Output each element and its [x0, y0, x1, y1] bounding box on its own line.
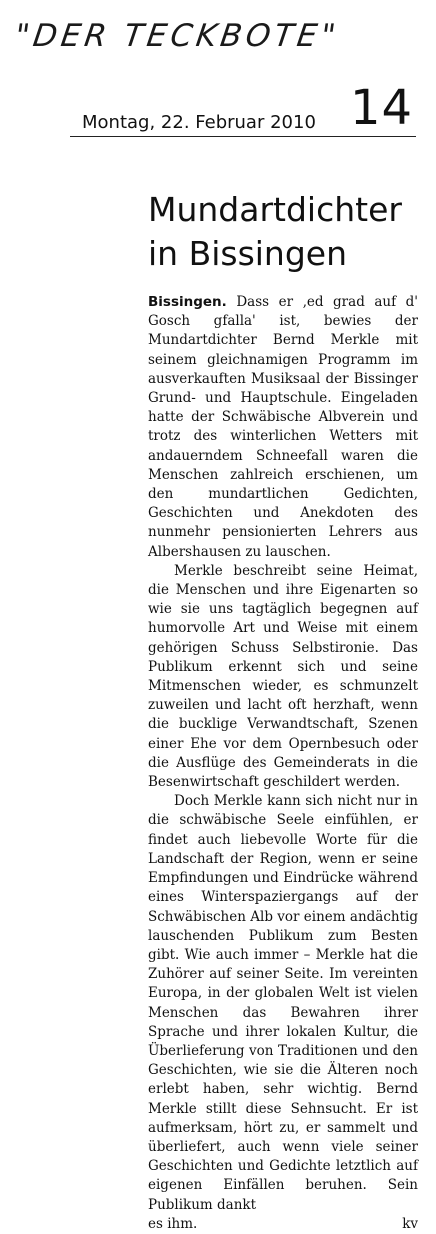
article-body	[148, 293, 418, 1234]
headline-line-1: Mundartdichter	[148, 190, 402, 229]
masthead: "DER TECKBOTE"	[12, 18, 342, 54]
dateline: Bissingen.	[148, 294, 227, 310]
paragraph-1-text: Dass er ‚ed grad auf d' Gosch gfalla' ist, bewies der Mundartdichter Bernd Merkle mit seinem gleichnamigen Programm im ausverkauften Musiksaal der Bissinger Grund- und Hauptschule. Eingeladen hatte der Schwäbische Albverein und trotz des winterlichen Wetters mit andauerndem Schneefall waren die Menschen zahlreich erschienen, um den mundartlichen Gedichten, Geschichten und Anekdoten des nunmehr pensionierten Lehrers aus Albershausen zu lauschen.	[148, 294, 418, 560]
paragraph-2: Merkle beschreibt seine Heimat, die Menschen und ihre Eigenarten so wie sie uns tagtäglich begegnen auf humorvolle Art und Weise mit einem gehörigen Schuss Selbstironie. Das Publikum erkennt sich und seine Mitmenschen wieder, es schmunzelt zuweilen und lacht oft herzhaft, wenn die bucklige Verwandtschaft, Szenen einer Ehe vor dem Opernbesuch oder die Ausflüge des Gemeinderats in die Besenwirtschaft geschildert werden.	[148, 562, 418, 791]
header-rule	[70, 136, 416, 137]
headline	[148, 188, 428, 276]
author-initials: kv	[402, 1215, 418, 1232]
closing-text: es ihm.	[148, 1215, 198, 1232]
publication-date: Montag, 22. Februar 2010	[82, 112, 316, 133]
headline-line-2: in Bissingen	[148, 234, 348, 273]
paragraph-3: Doch Merkle kann sich nicht nur in die schwäbische Seele einfühlen, er findet auch liebevolle Worte für die Landschaft der Region, wenn er seine Empfindungen und Eindrücke während eines Winterspaziergangs auf der Schwäbischen Alb vor einem andächtig lauschenden Publikum zum Besten gibt. Wie auch immer – Merkle hat die Zuhörer auf seiner Seite. Im vereinten Europa, in der globalen Welt ist vielen Menschen das Bewahren ihrer Sprache und ihrer lokalen Kultur, die Überlieferung von Traditionen und den Geschichten, wie sie die Älteren noch erlebt haben, sehr wichtig. Bernd Merkle stillt diese Sehnsucht. Er ist aufmerksam, hört zu, er sammelt und überliefert, auch wenn viele seiner Geschichten und Gedichte letztlich auf eigenen Einfällen beruhen. Sein Publikum dankt	[148, 793, 418, 1213]
paragraph-1	[148, 293, 418, 562]
closing-line	[148, 1215, 418, 1234]
page-number: 14	[350, 80, 414, 136]
